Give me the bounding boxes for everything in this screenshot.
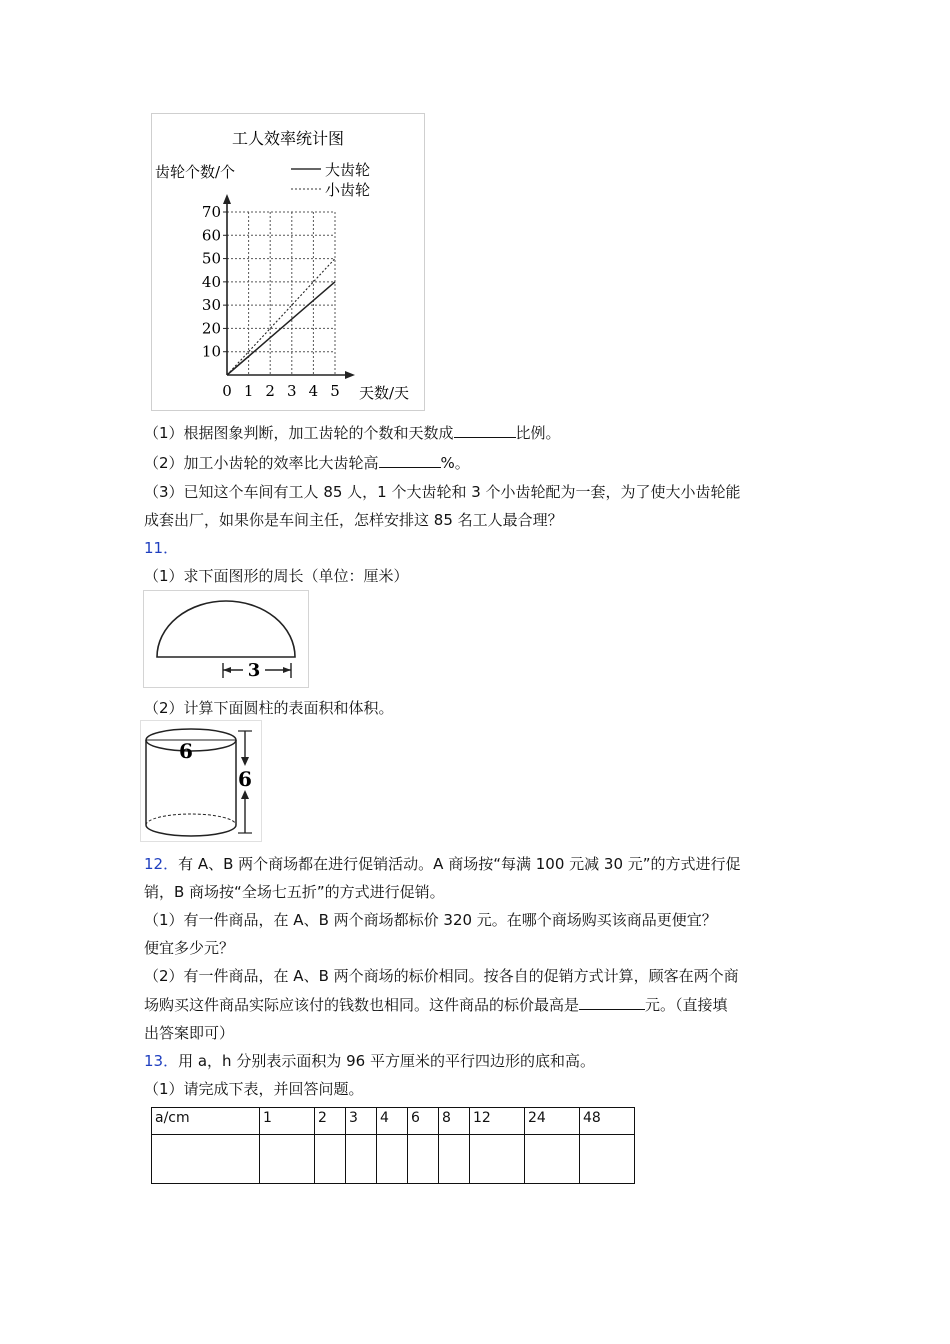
answer-blank[interactable] (379, 453, 441, 468)
q10-part2 (144, 453, 470, 473)
y-tick-label: 50 (201, 249, 221, 268)
table-cell: 1 (260, 1108, 315, 1135)
table-cell-empty[interactable] (377, 1135, 408, 1184)
q13-part1: （1）请完成下表，并回答问题。 (144, 1080, 364, 1098)
q10-part1 (144, 423, 561, 443)
table-row (152, 1135, 635, 1184)
q10-part2-text: （2）加工小齿轮的效率比大齿轮高 (144, 454, 379, 472)
table-cell: 3 (346, 1108, 377, 1135)
cylinder-figure (140, 720, 262, 842)
x-tick-label: 1 (243, 382, 254, 400)
chart-x-label: 天数/天 (359, 384, 410, 402)
q13-text-1: 用 a，h 分别表示面积为 96 平方厘米的平行四边形的底和高。 (178, 1052, 595, 1070)
q12-part2-line3: 出答案即可） (144, 1024, 235, 1042)
q12-part2-tail: 元。（直接填 (645, 996, 728, 1014)
q10-part3-line1: （3）已知这个车间有工人 85 人，1 个大齿轮和 3 个小齿轮配为一套，为了使大小齿轮能 (144, 483, 741, 501)
q11-number: 11． (144, 539, 179, 557)
q11-part2: （2）计算下面圆柱的表面积和体积。 (144, 699, 394, 717)
chart-y-label: 齿轮个数/个 (155, 163, 236, 181)
q10-part3-line2: 成套出厂，如果你是车间主任，怎样安排这 85 名工人最合理？ (144, 511, 563, 529)
chart-title: 工人效率统计图 (231, 129, 345, 148)
table-cell-empty[interactable] (439, 1135, 470, 1184)
q13-table (151, 1107, 635, 1184)
cylinder-diameter-label: 6 (179, 739, 193, 763)
x-tick-label: 4 (308, 382, 319, 400)
table-cell: 24 (525, 1108, 580, 1135)
table-cell: a/cm (152, 1108, 260, 1135)
table-cell-empty[interactable] (346, 1135, 377, 1184)
y-tick-label: 30 (201, 296, 221, 315)
table-cell: 4 (377, 1108, 408, 1135)
semicircle-figure (143, 590, 309, 688)
table-cell-empty[interactable] (315, 1135, 346, 1184)
table-cell-empty[interactable] (580, 1135, 635, 1184)
table-cell: 6 (408, 1108, 439, 1135)
legend-label-small: 小齿轮 (325, 181, 371, 199)
table-cell-empty[interactable] (470, 1135, 525, 1184)
y-tick-label: 20 (201, 319, 221, 338)
table-cell: 2 (315, 1108, 346, 1135)
legend-label-large: 大齿轮 (325, 161, 371, 179)
q10-part1-text: （1）根据图象判断，加工齿轮的个数和天数成 (144, 424, 454, 442)
table-cell-empty[interactable] (525, 1135, 580, 1184)
radius-label: 3 (247, 660, 261, 681)
q12-part1-line1: （1）有一件商品，在 A、B 两个商场都标价 320 元。在哪个商场购买该商品更便宜？ (144, 911, 717, 929)
q12-text-1: 有 A、B 两个商场都在进行促销活动。A 商场按“每满 100 元减 30 元”的方式进行促 (178, 855, 741, 873)
table-cell-empty[interactable] (408, 1135, 439, 1184)
table-cell: 8 (439, 1108, 470, 1135)
q12-part2-text: 场购买这件商品实际应该付的钱数也相同。这件商品的标价最高是 (144, 996, 580, 1014)
x-tick-label: 2 (265, 382, 275, 400)
y-tick-label: 40 (201, 272, 221, 291)
q12-part1-line2: 便宜多少元？ (144, 939, 235, 957)
q10-part2-tail: %。 (440, 454, 470, 472)
q12-line2: 销，B 商场按“全场七五折”的方式进行促销。 (144, 883, 445, 901)
table-cell: 12 (470, 1108, 525, 1135)
q12-part2-line2 (144, 995, 728, 1015)
table-cell-empty[interactable] (152, 1135, 260, 1184)
answer-blank[interactable] (454, 423, 516, 438)
q12-part2-line1: （2）有一件商品，在 A、B 两个商场的标价相同。按各自的促销方式计算，顾客在两个商 (144, 967, 739, 985)
x-tick-label: 5 (330, 382, 340, 400)
x-tick-label: 0 (222, 382, 232, 400)
cylinder-height-label: 6 (238, 767, 252, 791)
table-row (152, 1108, 635, 1135)
q10-part1-tail: 比例。 (515, 424, 561, 442)
q13-line1 (144, 1051, 595, 1071)
q12-line1 (144, 854, 741, 874)
table-cell-empty[interactable] (260, 1135, 315, 1184)
y-tick-label: 70 (201, 203, 221, 221)
y-tick-label: 10 (201, 342, 221, 361)
efficiency-chart (151, 113, 425, 411)
table-cell: 48 (580, 1108, 635, 1135)
q12-number: 12． (144, 855, 179, 873)
chart-svg (151, 113, 425, 411)
y-tick-label: 60 (201, 226, 221, 245)
q13-number: 13． (144, 1052, 179, 1070)
answer-blank[interactable] (579, 995, 645, 1010)
q11-part1: （1）求下面图形的周长（单位：厘米） (144, 567, 409, 585)
x-tick-label: 3 (287, 382, 297, 400)
